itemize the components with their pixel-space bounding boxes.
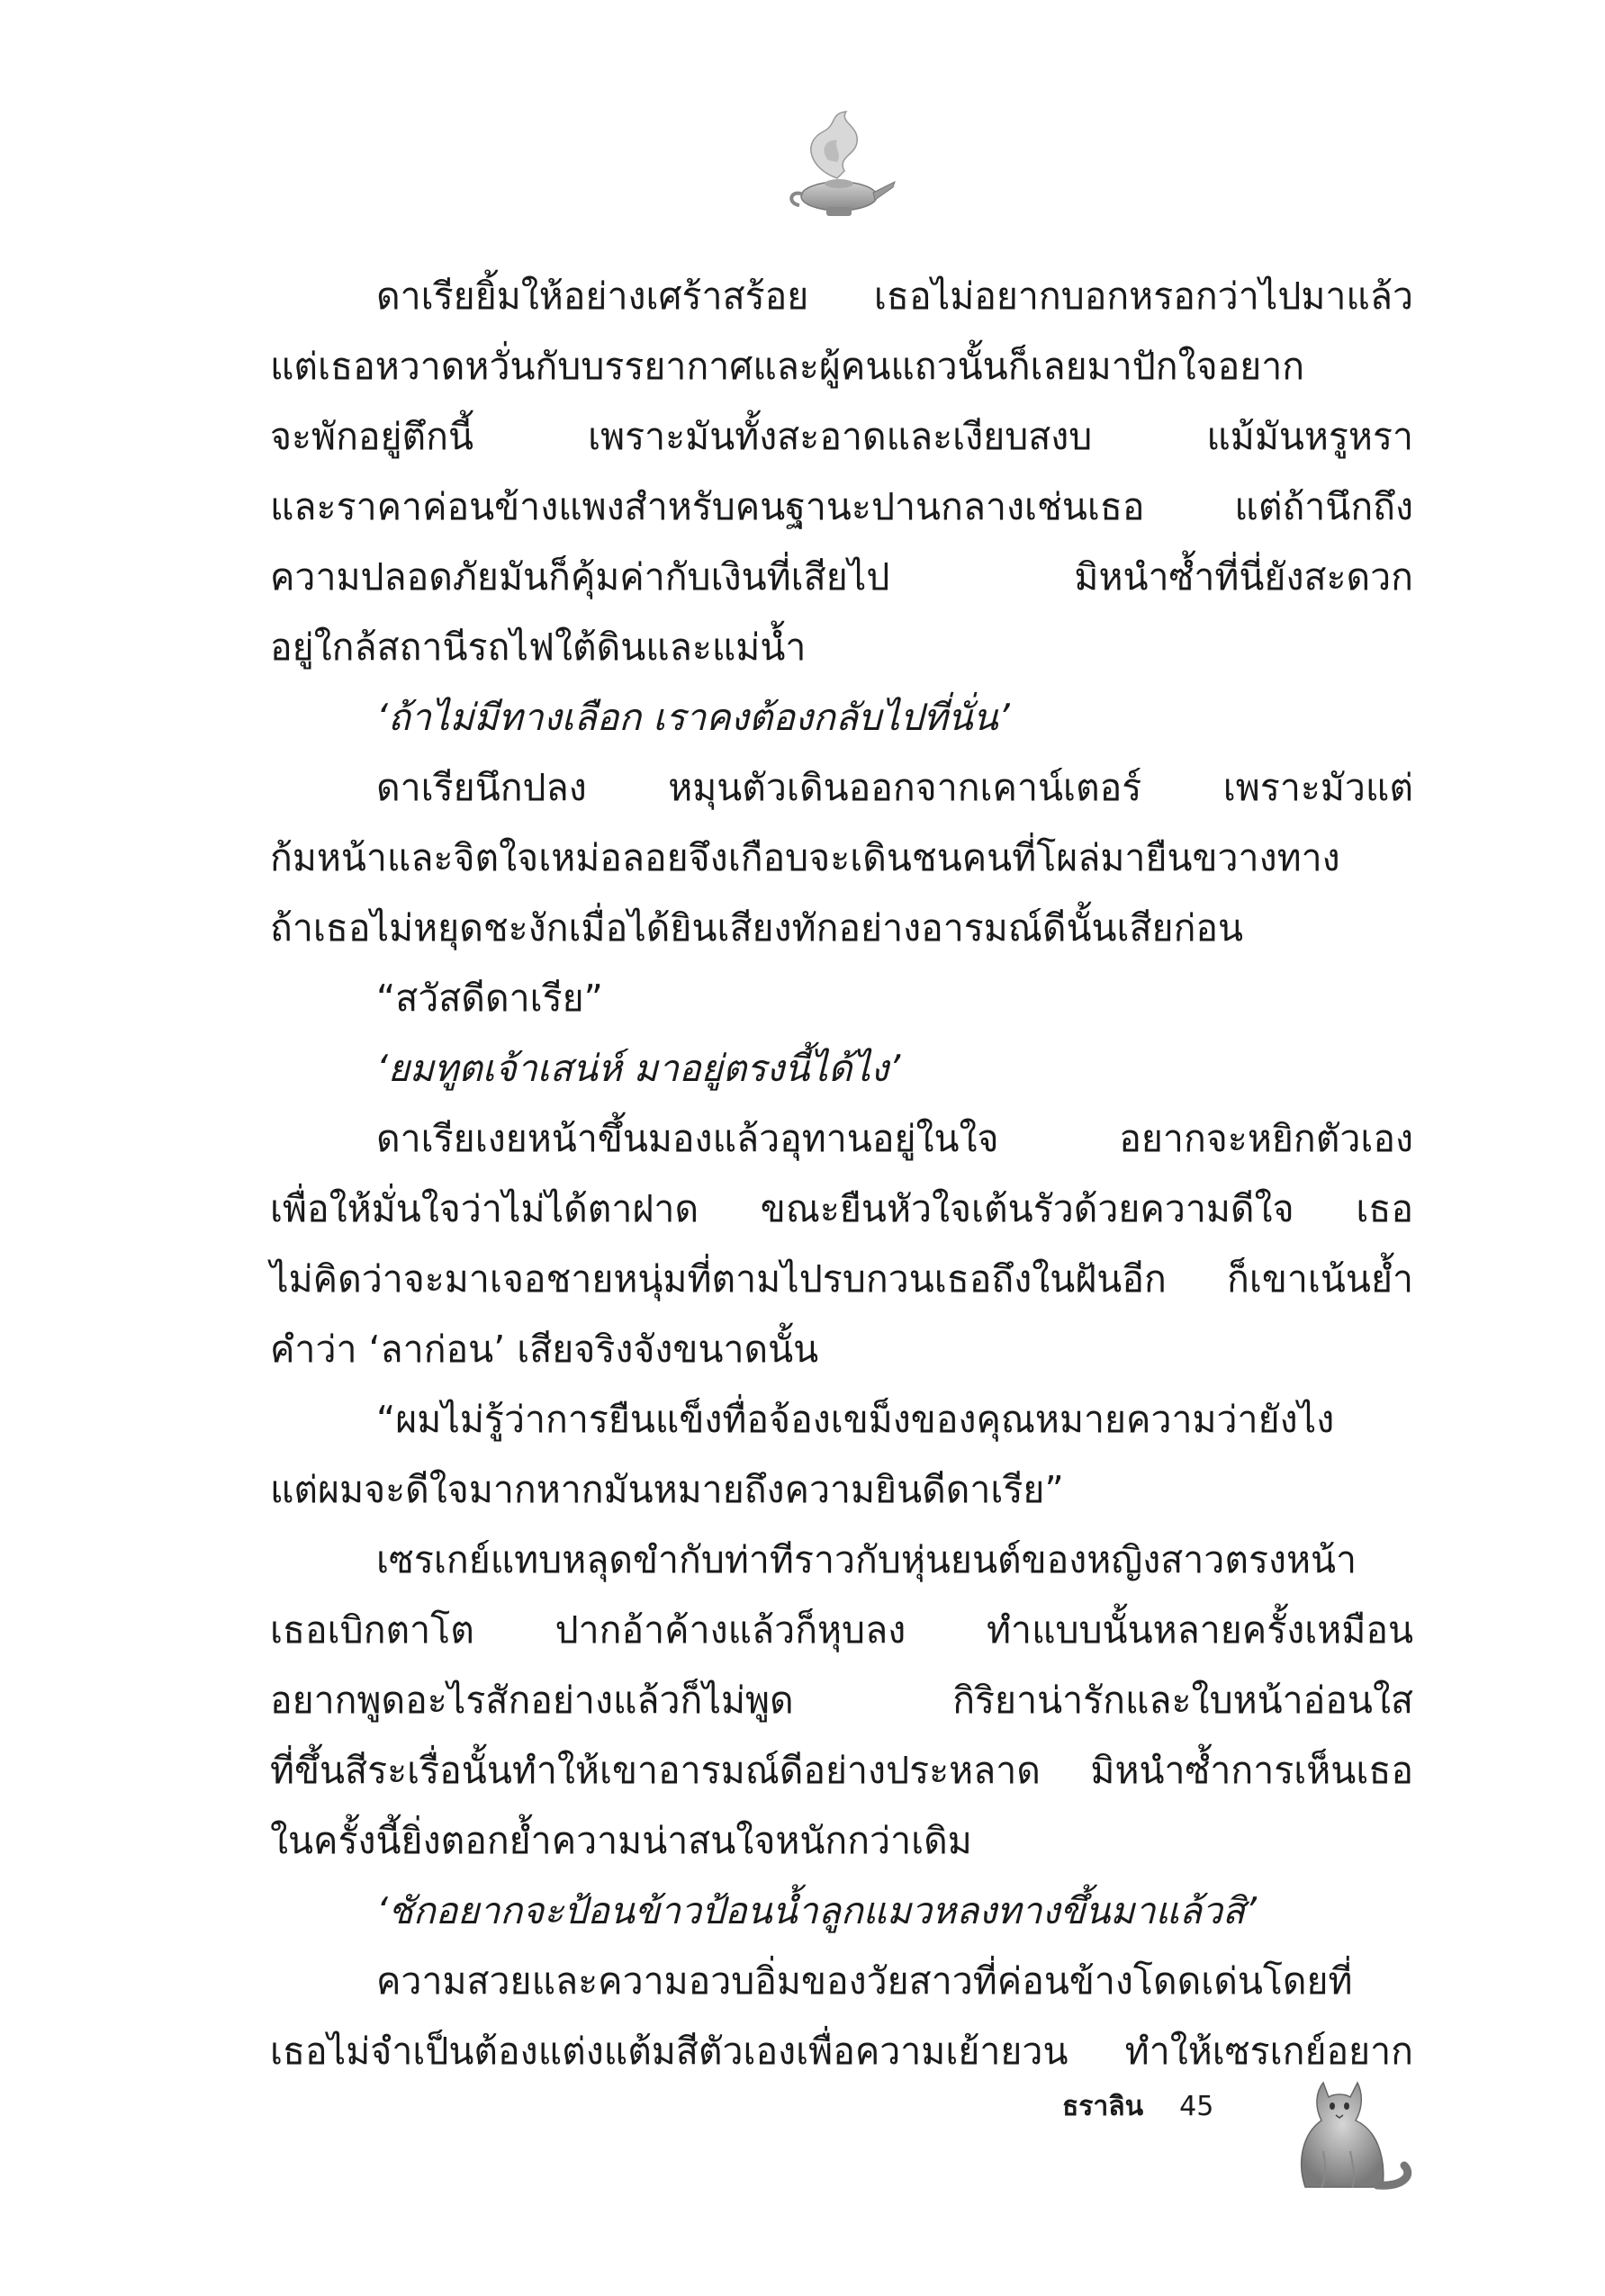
paragraph-line: ความปลอดภัยมันก็คุ้มค่ากับเงินที่เสียไป มิหนำซ้ำที่นี่ยังสะดวก xyxy=(270,555,1413,599)
paragraph-line: และราคาค่อนข้างแพงสำหรับคนฐานะปานกลางเช่นเธอ แต่ถ้านึกถึง xyxy=(270,485,1413,528)
paragraph-line: อยากพูดอะไรสักอย่างแล้วก็ไม่พูด กิริยาน่ารักและใบหน้าอ่อนใส xyxy=(270,1679,1413,1722)
thought-line: ‘ยมทูตเจ้าเสน่ห์ มาอยู่ตรงนี้ได้ไง’ xyxy=(376,1047,901,1090)
paragraph-line: ที่ขึ้นสีระเรื่อนั้นทำให้เขาอารมณ์ดีอย่างประหลาด มิหนำซ้ำการเห็นเธอ xyxy=(270,1749,1413,1792)
cat-icon xyxy=(1269,2061,1422,2196)
paragraph-line: ในครั้งนี้ยิ่งตอกย้ำความน่าสนใจหนักกว่าเดิม xyxy=(270,1819,972,1862)
paragraph-line: เพื่อให้มั่นใจว่าไม่ได้ตาฝาด ขณะยืนหัวใจเต้นรัวด้วยความดีใจ เธอ xyxy=(270,1187,1413,1230)
genie-lamp-icon xyxy=(774,106,900,232)
body-text xyxy=(270,261,1413,2086)
page-number: 45 xyxy=(1179,2090,1214,2122)
author-name: ธราลิน xyxy=(1062,2090,1144,2122)
page-footer xyxy=(1062,2079,1213,2133)
paragraph-line: ความสวยและความอวบอิ่มของวัยสาวที่ค่อนข้างโดดเด่นโดยที่ xyxy=(376,1959,1353,2003)
paragraph-line: ก้มหน้าและจิตใจเหม่อลอยจึงเกือบจะเดินชนคนที่โผล่มายืนขวางทาง xyxy=(270,836,1340,879)
dialogue-line: “ผมไม่รู้ว่าการยืนแข็งทื่อจ้องเขม็งของคุณหมายความว่ายังไง xyxy=(376,1398,1335,1441)
paragraph-line: จะพักอยู่ตึกนี้ เพราะมันทั้งสะอาดและเงียบสงบ แม้มันหรูหรา xyxy=(270,415,1413,458)
paragraph-line: แต่เธอหวาดหวั่นกับบรรยากาศและผู้คนแถวนั้นก็เลยมาปักใจอยาก xyxy=(270,345,1305,388)
paragraph-line: ถ้าเธอไม่หยุดชะงักเมื่อได้ยินเสียงทักอย่างอารมณ์ดีนั้นเสียก่อน xyxy=(270,906,1244,950)
paragraph-line: ดาเรียยิ้มให้อย่างเศร้าสร้อย เธอไม่อยากบอกหรอกว่าไปมาแล้ว xyxy=(376,275,1413,318)
paragraph-line: เธอไม่จำเป็นต้องแต่งแต้มสีตัวเองเพื่อความเย้ายวน ทำให้เซรเกย์อยาก xyxy=(270,2030,1413,2073)
paragraph-line: ดาเรียเงยหน้าขึ้นมองแล้วอุทานอยู่ในใจ อยากจะหยิกตัวเอง xyxy=(376,1117,1413,1160)
thought-line: ‘ถ้าไม่มีทางเลือก เราคงต้องกลับไปที่นั่น’ xyxy=(376,696,1010,739)
paragraph-line: อยู่ใกล้สถานีรถไฟใต้ดินและแม่น้ำ xyxy=(270,626,807,669)
paragraph-line: เธอเบิกตาโต ปากอ้าค้างแล้วก็หุบลง ทำแบบนั้นหลายครั้งเหมือน xyxy=(270,1608,1413,1652)
paragraph-line: ไม่คิดว่าจะมาเจอชายหนุ่มที่ตามไปรบกวนเธอถึงในฝันอีก ก็เขาเน้นย้ำ xyxy=(270,1257,1413,1301)
paragraph-line: คำว่า ‘ลาก่อน’ เสียจริงจังขนาดนั้น xyxy=(270,1328,819,1371)
paragraph-line: เซรเกย์แทบหลุดขำกับท่าทีราวกับหุ่นยนต์ของหญิงสาวตรงหน้า xyxy=(376,1538,1357,1581)
dialogue-line: แต่ผมจะดีใจมากหากมันหมายถึงความยินดีดาเรีย” xyxy=(270,1468,1064,1511)
thought-line: ‘ชักอยากจะป้อนข้าวป้อนน้ำลูกแมวหลงทางขึ้นมาแล้วสิ’ xyxy=(376,1889,1258,1932)
paragraph-line: ดาเรียนึกปลง หมุนตัวเดินออกจากเคาน์เตอร์ เพราะมัวแต่ xyxy=(376,766,1413,809)
dialogue-line: “สวัสดีดาเรีย” xyxy=(376,977,603,1020)
